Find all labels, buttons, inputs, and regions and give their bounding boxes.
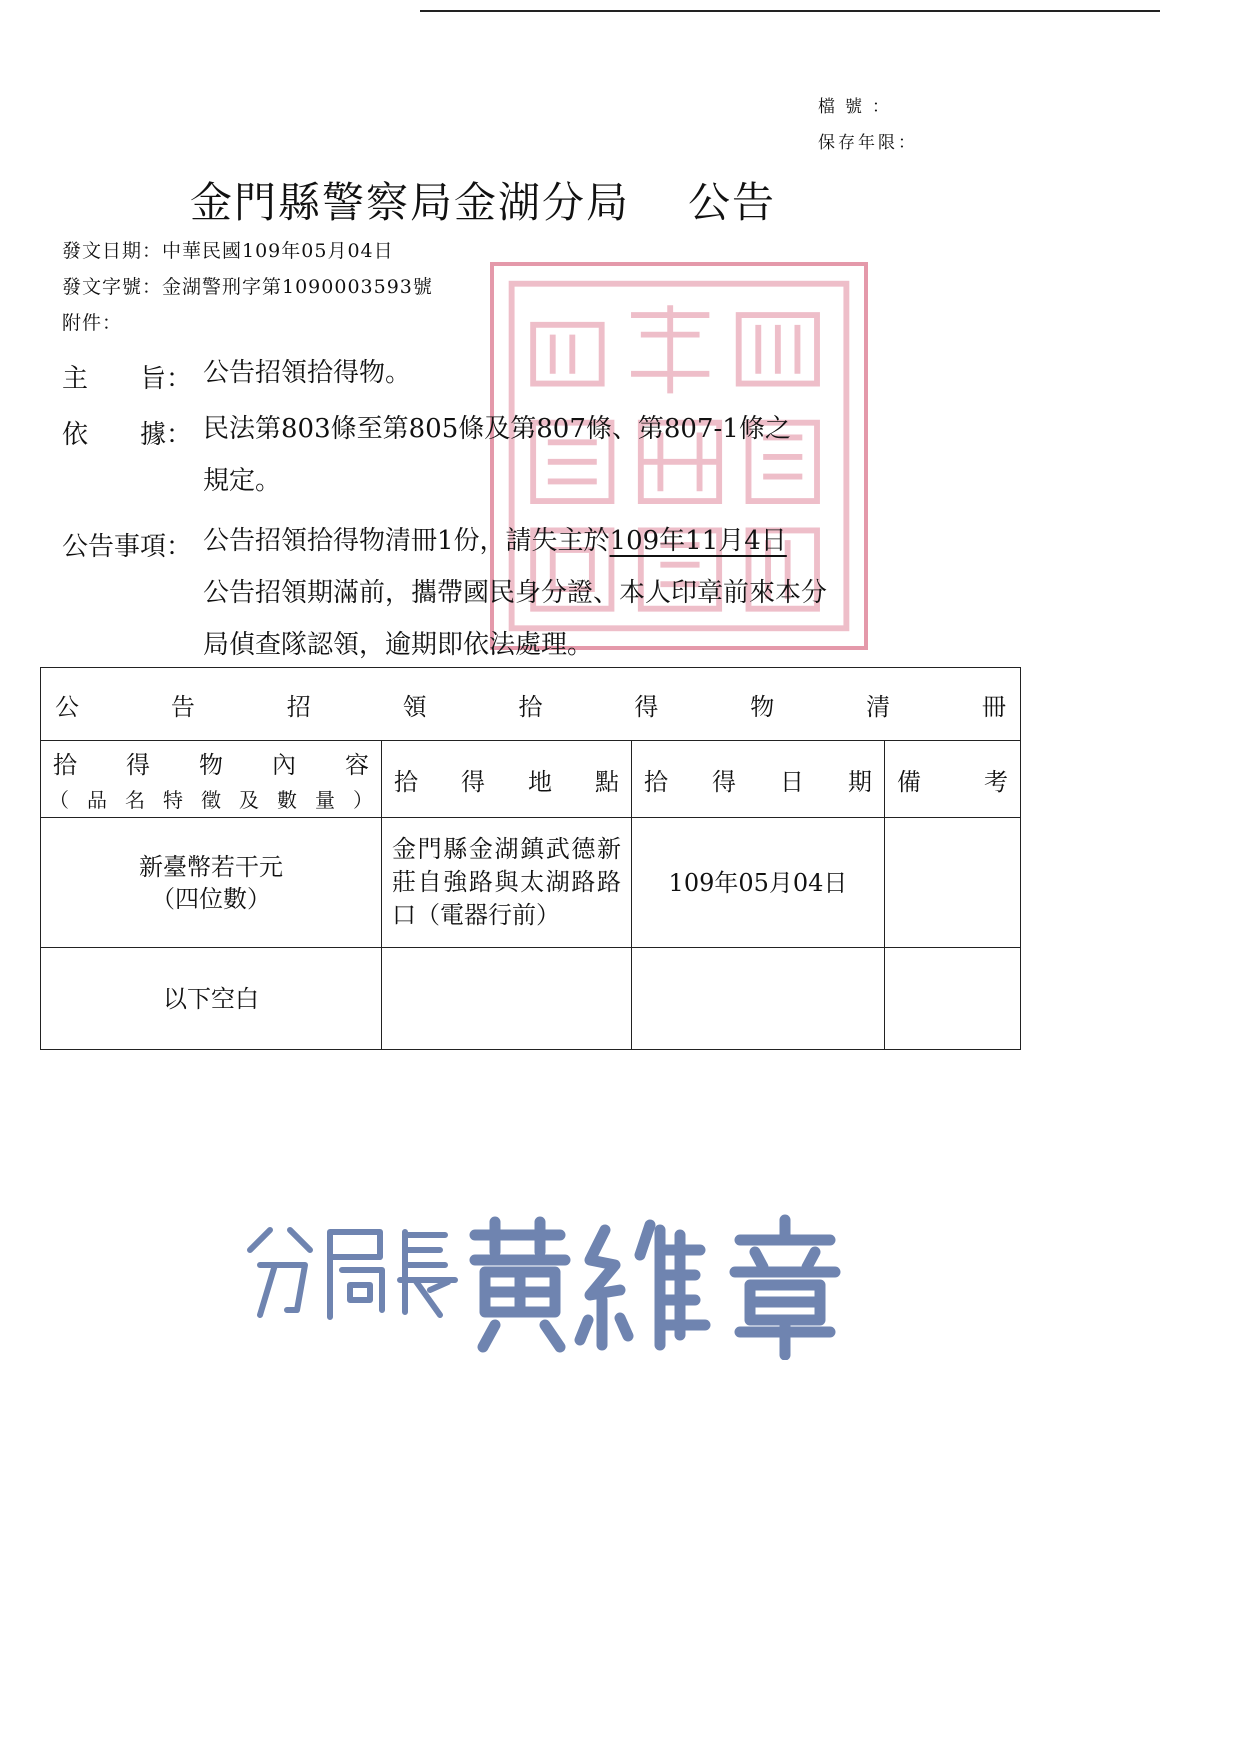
col1-subheader-char: ） [353, 788, 373, 812]
item-name: 以下空白 [163, 984, 259, 1013]
col-header-date [632, 741, 885, 818]
col1-header-char: 得 [126, 751, 150, 779]
col1-subheader-char: 品 [87, 788, 107, 812]
notice-line-1-text: 公告招領拾得物清冊1份，請失主於 [203, 526, 610, 556]
caption-char: 拾 [518, 692, 543, 721]
found-items-table [40, 667, 1021, 1050]
col4-header-char: 備 [897, 767, 921, 796]
subject-label: 主 旨： [62, 364, 193, 394]
col1-subheader-char: 數 [277, 788, 297, 812]
item-note: （四位數） [151, 884, 271, 913]
caption-char: 得 [634, 692, 659, 721]
table-caption-text [41, 687, 1020, 722]
col1-subheader-char: 特 [163, 788, 183, 812]
agency-name: 金門縣警察局金湖分局 [190, 178, 631, 227]
caption-char: 告 [170, 692, 195, 721]
issue-number: 發文字號：金湖警刑字第1090003593號 [62, 276, 433, 298]
document-type: 公告 [688, 178, 777, 227]
notice-line-2: 公告招領期滿前，攜帶國民身分證、本人印章前來本分 [203, 578, 828, 608]
date-cell: 109年05月04日 [632, 818, 885, 948]
table-row [41, 948, 1021, 1050]
table-header-row [41, 741, 1021, 818]
item-cell [41, 948, 382, 1050]
top-rule [420, 10, 1160, 12]
claim-deadline-date: 109年11月4日 [609, 526, 787, 556]
col-header-date-label [632, 762, 884, 797]
col-header-remarks [885, 741, 1021, 818]
chief-signature-stamp [230, 1210, 850, 1360]
table-row [41, 818, 1021, 948]
col1-header-char: 拾 [53, 751, 77, 779]
notice-text [203, 515, 827, 671]
col-header-location-label [382, 762, 631, 797]
col1-subheader-char: 徵 [201, 788, 221, 812]
col1-subheader-char: 名 [125, 788, 145, 812]
col-header-location [382, 741, 632, 818]
item-name: 新臺幣若干元 [139, 852, 283, 881]
caption-char: 領 [402, 692, 427, 721]
basis-line-2: 規定。 [203, 466, 282, 496]
col4-header-char: 考 [984, 767, 1008, 796]
col1-header-char: 容 [345, 751, 369, 779]
page-title [190, 170, 776, 230]
table-caption-row [41, 668, 1021, 741]
col2-header-char: 得 [461, 767, 485, 796]
location-cell [382, 948, 632, 1050]
col1-header-char: 內 [272, 751, 296, 779]
subject-text: 公告招領拾得物。 [203, 358, 412, 388]
attachment-label: 附件： [62, 312, 123, 334]
col-header-item-content-label [41, 745, 381, 780]
col3-header-char: 期 [848, 767, 872, 796]
issue-date: 發文日期：中華民國109年05月04日 [62, 240, 394, 262]
table-caption [41, 668, 1021, 741]
col1-subheader-char: 量 [315, 788, 335, 812]
col1-subheader-char: 及 [239, 788, 259, 812]
col1-header-char: 物 [199, 751, 223, 779]
col2-header-char: 拾 [394, 767, 418, 796]
col2-header-char: 點 [595, 767, 619, 796]
col-header-remarks-label [885, 762, 1020, 797]
col2-header-char: 地 [528, 767, 552, 796]
col1-subheader-char: （ [49, 788, 69, 812]
notice-label: 公告事項： [62, 532, 193, 562]
basis-text [203, 403, 791, 507]
date-cell [632, 948, 885, 1050]
caption-char: 清 [866, 692, 891, 721]
col3-header-char: 得 [712, 767, 736, 796]
col3-header-char: 拾 [644, 767, 668, 796]
retention-period-label: 保存年限： [818, 133, 918, 153]
col-header-item-content-sublabel [41, 784, 381, 813]
remark-cell [885, 818, 1021, 948]
item-cell [41, 818, 382, 948]
location-cell: 金門縣金湖鎮武德新莊自強路與太湖路路口（電器行前） [382, 818, 632, 948]
remark-cell [885, 948, 1021, 1050]
basis-label: 依 據： [62, 420, 193, 450]
col-header-item-content [41, 741, 382, 818]
basis-line-1: 民法第803條至第805條及第807條、第807-1條之 [203, 414, 791, 444]
file-number-label: 檔號： [818, 97, 899, 117]
col3-header-char: 日 [780, 767, 804, 796]
caption-char: 招 [286, 692, 311, 721]
caption-char: 物 [750, 692, 775, 721]
notice-line-1 [203, 515, 827, 567]
caption-char: 公 [55, 692, 79, 721]
notice-line-3: 局偵查隊認領，逾期即依法處理。 [203, 630, 594, 660]
caption-char: 冊 [982, 692, 1006, 721]
